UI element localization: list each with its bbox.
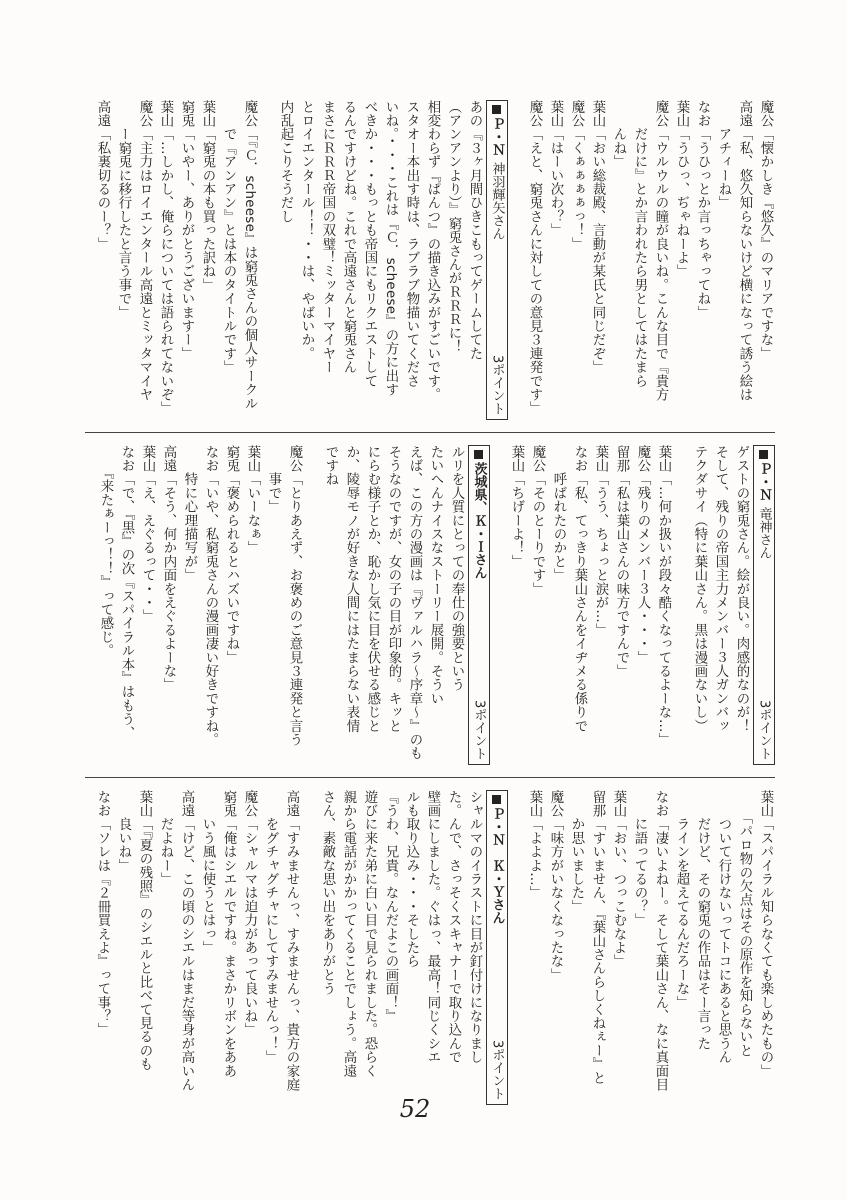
letter-text-line: ですね [323, 445, 338, 487]
letter-heading [753, 445, 775, 765]
dialogue-line: をグチャグチャにしてすみませんっ！」 [263, 790, 278, 1064]
square-bullet-icon [759, 450, 768, 459]
tier-bottom [85, 790, 775, 1105]
dialogue-line: だけに』とか言われたら男としてはたまら [632, 100, 647, 388]
letter-text-line: たいへんナイスなストーリー展開。そうい [428, 445, 443, 706]
letter-text-line: た。んで、さっそくスキャナーで取り込んで [446, 790, 461, 1064]
dialogue-line: 「パロ物の欠点はその原作を知らないと [737, 790, 752, 1058]
letter-sender-tag: Ｐ・Ｎ [756, 462, 772, 501]
dialogue-line: 呼ばれたのかと」 [551, 445, 566, 582]
letter-text-line: 相変わらず『ぱんつ』の描き込みがすごいです。 [425, 100, 440, 402]
dialogue-line: 葉山「うひっ、ぢゃねーよ」 [674, 100, 689, 279]
dialogue-line: 葉山「…何か扱いが段々酷くなってるよーな…」 [656, 445, 671, 747]
letter-text-line: まさにＲＲＲ帝国の双璧！ミッターマイヤー [320, 100, 335, 374]
dialogue-line: だけど、その窮兎の作品はそー言った [695, 790, 710, 1051]
letter-text-line: そして、残りの帝国主力メンバー３人ガンバッ [713, 445, 728, 733]
letter-text-line: か、陵辱モノが好きな人間にはたまらない表情 [344, 445, 359, 733]
dialogue-line: んね」 [611, 100, 626, 169]
dialogue-line: 葉山「いーなぁ」 [245, 445, 260, 555]
column-gap [260, 100, 274, 420]
letter-heading [486, 100, 508, 420]
dialogue-line: 高遠「私裏切るのー？」 [95, 100, 110, 251]
dialogue-line: 葉山「『夏の残照』のシエルと比べて見るのも [137, 790, 152, 1071]
dialogue-line: 高遠「すみませんっ、すみませんっ、貴方の家庭 [284, 790, 299, 1092]
letter-text-line: にらむ様子とか、恥かし気に目を伏せる感じと [365, 445, 380, 733]
letter-text-line: ルリを人質にとっての奉仕の強要という [449, 445, 464, 692]
letter-text-line: ルも取り込み・・・そしたら [404, 790, 419, 969]
page-number: 52 [399, 1095, 431, 1123]
letter-text-line: 内乱起こりそうだし [278, 100, 293, 224]
dialogue-line: 高遠「私、悠久知らないけど横になって誘う絵は [737, 100, 752, 402]
dialogue-line: 葉山「おい総裁殿、言動が某氏と同じだぞ」 [590, 100, 605, 374]
dialogue-line: ー窮兎に移行したと言う事で」 [116, 100, 131, 320]
dialogue-line: 留那「私は葉山さんの味方ですんで」 [614, 445, 629, 678]
letter-points: 3ポイント [489, 1039, 505, 1100]
dialogue-line: 窮兎「俺はシエルですね。まさかリボンをああ [221, 790, 236, 1078]
dialogue-line: に語ってるの？」 [632, 790, 647, 927]
letter-text-line: スタオー本出す時は、ラブラブ物描いてくださ [404, 100, 419, 388]
dialogue-line: 葉山「え、えぐるって・・」 [140, 445, 155, 624]
square-bullet-icon [474, 450, 483, 459]
letter-sender-tag: Ｐ・Ｎ Ｋ・Ｙさん [489, 807, 505, 924]
dialogue-line: 『来たぁーっ！！』って感じ。 [98, 445, 113, 658]
letter-text-line: るんですけどね。これで高遠さんと窮兎さん [341, 100, 356, 374]
dialogue-line: 魔公「『Ｃ．scheese』は窮兎さんの個人サークル [242, 100, 257, 411]
dialogue-line: なお「いや、私窮兎さんの漫画凄い好きですね。 [203, 445, 218, 747]
letter-text-line: そうなのですが、女の子の目が印象的。キッと [386, 445, 401, 733]
dialogue-line: 葉山「…しかし、俺らについては語られてないぞ」 [158, 100, 173, 416]
dialogue-line: なお「で、『黒』の次『スパイラル本』はもう、 [119, 445, 134, 740]
letter-heading [468, 445, 490, 765]
dialogue-line: 葉山「よよよ…」 [527, 790, 542, 900]
letter-text-line: べきか・・・もっとも帝国にもリクエストして [362, 100, 377, 388]
dialogue-line: 魔公「味方がいなくなったな」 [548, 790, 563, 982]
dialogue-line: 魔公「くぁぁぁぁっ！」 [569, 100, 584, 251]
dialogue-line: 魔公「残りのメンバー３人・・・」 [635, 445, 650, 665]
dialogue-line: 葉山「はーい次わ？」 [548, 100, 563, 237]
square-bullet-icon [492, 795, 501, 804]
dialogue-line: いう風に使うとはっ」 [200, 790, 215, 955]
letter-sender-tag: 茨城県、Ｋ・Ｉさん [471, 462, 487, 579]
dialogue-line: 葉山「スパイラル知らなくても楽しめたもの」 [758, 790, 773, 1078]
dialogue-line: 魔公「ウルウルの瞳が良いね。こんな目で『貴方 [653, 100, 668, 402]
letter-text-line: 『うわ、兄貴。なんだよこの画面！』 [383, 790, 398, 1023]
letter-text-line: えば、この方の漫画は『ヴァルハラ～序章～』のも [407, 445, 422, 761]
dialogue-line: 窮兎「褒められるとハズいですね」 [224, 445, 239, 665]
dialogue-line: なお「うひっとか言っちゃってね」 [695, 100, 710, 320]
letter-text-line: とロイエンタール！！・・は、やばいか。 [299, 100, 314, 361]
letter-points: 3ポイント [471, 699, 487, 760]
letter-text-line: シャルマのイラストに目が釘付けになりまし [467, 790, 482, 1064]
dialogue-line: 魔公「懐かしき『悠久』のマリアですな」 [758, 100, 773, 361]
letter-sender-name: 竜神さん [756, 507, 772, 559]
dialogue-line: 魔公「とりあえず、お褒めのご意見３連発と言う [287, 445, 302, 747]
dialogue-line: ラインを超えてるんだろーな」 [674, 790, 689, 1010]
letter-text-line: ゲストの窮兎さん。絵が良い。肉感的なのが！ [734, 445, 749, 733]
letter-text-line: 親から電話がかかってくることでしょう。高遠 [341, 790, 356, 1078]
dialogue-line: アチィーね」 [716, 100, 731, 210]
column-gap [305, 445, 319, 765]
dialogue-line: で『アンアン』とは本のタイトルです」 [221, 100, 236, 374]
dialogue-line: 魔公「主力はロイエンタール高遠とミッタマイヤ [137, 100, 152, 402]
column-gap [302, 790, 316, 1105]
letter-text-line: 壁画にしました。ぐはっ、最高！同じくシエ [425, 790, 440, 1064]
dialogue-line: 高遠「そう、何か内面をえぐるよーな」 [161, 445, 176, 692]
letter-text-line: あの『３ヶ月間ひきこもってゲームしてた [467, 100, 482, 361]
section-divider [85, 432, 775, 433]
column-gap [491, 445, 505, 765]
letter-points: 3ポイント [489, 354, 505, 415]
dialogue-line: 魔公「そのとーりです」 [530, 445, 545, 596]
section-divider [85, 777, 775, 778]
dialogue-line: なお「ソレは『２冊買えよ』って事？」 [95, 790, 110, 1037]
dialogue-line: 魔公「シャルマは迫力があって良いね」 [242, 790, 257, 1037]
letter-text-line: （アンアンより）』窮兎さんがＲＲＲに！ [446, 100, 461, 354]
tier-top [85, 100, 775, 420]
dialogue-line: 葉山「窮兎の本も買った訳ね」 [200, 100, 215, 292]
letter-text-line: さん、素敵な思い出をありがとう [320, 790, 335, 996]
dialogue-line: 留那「すいません、『葉山さんらしくねぇー』と [590, 790, 605, 1085]
dialogue-line: 葉山「うう、ちょっと涙が…」 [593, 445, 608, 637]
tier-middle [85, 445, 775, 765]
dialogue-line: なお「凄いよねー。そして葉山さん、なに真面目 [653, 790, 668, 1092]
dialogue-line: 事で」 [266, 445, 281, 514]
dialogue-line: 高遠「けど、この頃のシエルはまだ等身が高いん [179, 790, 194, 1092]
square-bullet-icon [492, 105, 501, 114]
dialogue-line: 魔公「えと、窮兎さんに対しての意見３連発です」 [527, 100, 542, 416]
dialogue-line: なお「私、てっきり葉山さんをイヂメる係りで [572, 445, 587, 733]
dialogue-line: だよねー」 [158, 790, 173, 886]
dialogue-line: ついて行けないってトコにあると思うん [716, 790, 731, 1064]
letter-points: 3ポイント [756, 699, 772, 760]
dialogue-line: 葉山「おい、つっこむなよ」 [611, 790, 626, 969]
letter-sender-tag: Ｐ・Ｎ [489, 117, 505, 156]
letter-text-line: 遊びに来た弟に白い目で見られました。恐らく [362, 790, 377, 1078]
letter-sender-name: 神羽輝矢さん [489, 162, 505, 240]
column-gap [509, 790, 523, 1105]
dialogue-line: 特に心理描写が」 [182, 445, 197, 582]
letter-heading [486, 790, 508, 1105]
letter-text-line: いね。・・・これは『Ｃ．scheese』の方に出す [383, 100, 398, 397]
letter-text-line: テクダサイ（特に葉山さん。黒は漫画ないし） [692, 445, 707, 733]
dialogue-line: 良いね」 [116, 790, 131, 873]
dialogue-line: 窮兎「いやー、ありがとうございますー」 [179, 100, 194, 361]
column-gap [674, 445, 688, 765]
column-gap [509, 100, 523, 420]
dialogue-line: 葉山「ちげーよ！」 [509, 445, 524, 569]
dialogue-line: か思いました」 [569, 790, 584, 914]
